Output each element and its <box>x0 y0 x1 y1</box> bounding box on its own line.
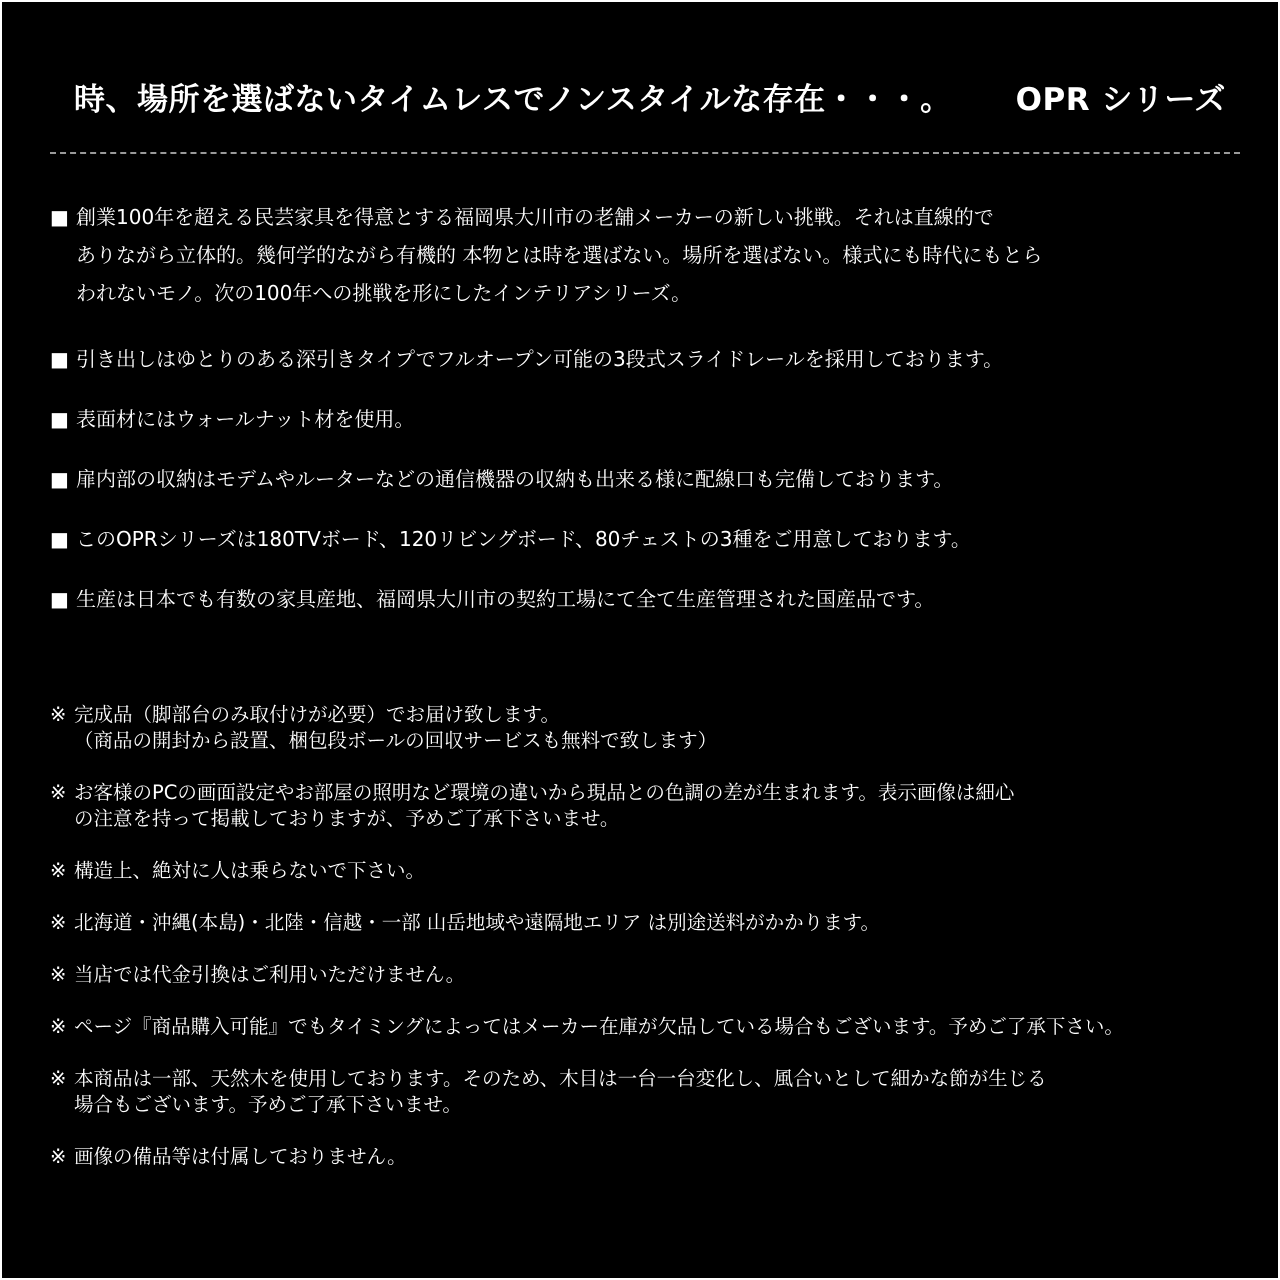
note-text: 本商品は一部、天然木を使用しております。そのため、木目は一台一台変化し、風合いとして細かな節が生じる <box>74 1067 1047 1090</box>
note-text: （商品の開封から設置、梱包段ボールの回収サービスも無料で致します） <box>74 729 718 752</box>
note-text: 画像の備品等は付属しておりません。 <box>74 1145 407 1168</box>
reference-mark-icon: ※ <box>50 1015 67 1038</box>
note-text: 北海道・沖縄(本島)・北陸・信越・一部 山岳地域や遠隔地エリア は別途送料がかかります。 <box>74 911 881 934</box>
product-description-panel <box>2 2 1278 1278</box>
note-item <box>50 1144 1270 1170</box>
note-text: の注意を持って掲載しておりますが、予めご了承下さいませ。 <box>74 807 620 830</box>
series-name: OPR シリーズ <box>1015 82 1226 118</box>
feature-text: 創業100年を超える民芸家具を得意とする福岡県大川市の老舗メーカーの新しい挑戦。それは直線的で <box>76 205 994 229</box>
notes-list <box>50 702 1270 1170</box>
feature-item <box>50 198 1250 312</box>
square-bullet-icon: ■ <box>50 347 69 371</box>
note-item <box>50 1014 1270 1040</box>
feature-text: 引き出しはゆとりのある深引きタイプでフルオープン可能の3段式スライドレールを採用しております。 <box>76 347 1004 371</box>
note-item <box>50 780 1270 832</box>
feature-text: 生産は日本でも有数の家具産地、福岡県大川市の契約工場にて全て生産管理された国産品です。 <box>76 587 935 611</box>
reference-mark-icon: ※ <box>50 859 67 882</box>
note-text: 構造上、絶対に人は乗らないで下さい。 <box>74 859 426 882</box>
feature-text: 扉内部の収納はモデムやルーターなどの通信機器の収納も出来る様に配線口も完備しております。 <box>76 467 954 491</box>
feature-text: われないモノ。次の100年への挑戦を形にしたインテリアシリーズ。 <box>76 281 692 305</box>
note-item <box>50 910 1270 936</box>
reference-mark-icon: ※ <box>50 911 67 934</box>
note-item <box>50 1066 1270 1118</box>
feature-item <box>50 580 1250 618</box>
note-text: 当店では代金引換はご利用いただけません。 <box>74 963 466 986</box>
page-title <box>74 78 1226 122</box>
feature-text: このOPRシリーズは180TVボード、120リビングボード、80チェストの3種をご用意しております。 <box>76 527 971 551</box>
feature-item <box>50 520 1250 558</box>
square-bullet-icon: ■ <box>50 205 69 229</box>
reference-mark-icon: ※ <box>50 781 67 804</box>
note-text: 場合もございます。予めご了承下さいませ。 <box>74 1093 462 1116</box>
feature-item <box>50 460 1250 498</box>
feature-text: 表面材にはウォールナット材を使用。 <box>76 407 415 431</box>
note-text: ページ『商品購入可能』でもタイミングによってはメーカー在庫が欠品している場合もございます。予めご了承下さい。 <box>74 1015 1124 1038</box>
feature-list <box>50 198 1250 618</box>
reference-mark-icon: ※ <box>50 963 67 986</box>
note-text: お客様のPCの画面設定やお部屋の照明など環境の違いから現品との色調の差が生まれます。表示画像は細心 <box>74 781 1015 804</box>
tagline: 時、場所を選ばないタイムレスでノンスタイルな存在・・・。 <box>74 82 952 118</box>
note-text: 完成品（脚部台のみ取付けが必要）でお届け致します。 <box>74 703 560 726</box>
note-item <box>50 962 1270 988</box>
square-bullet-icon: ■ <box>50 527 69 551</box>
reference-mark-icon: ※ <box>50 703 67 726</box>
square-bullet-icon: ■ <box>50 407 69 431</box>
feature-item <box>50 340 1250 378</box>
dashed-divider <box>50 152 1240 154</box>
note-item <box>50 858 1270 884</box>
feature-text: ありながら立体的。幾何学的ながら有機的 本物とは時を選ばない。場所を選ばない。様式にも時代にもとら <box>76 243 1043 267</box>
square-bullet-icon: ■ <box>50 467 69 491</box>
note-item <box>50 702 1270 754</box>
square-bullet-icon: ■ <box>50 587 69 611</box>
reference-mark-icon: ※ <box>50 1067 67 1090</box>
feature-item <box>50 400 1250 438</box>
reference-mark-icon: ※ <box>50 1145 67 1168</box>
